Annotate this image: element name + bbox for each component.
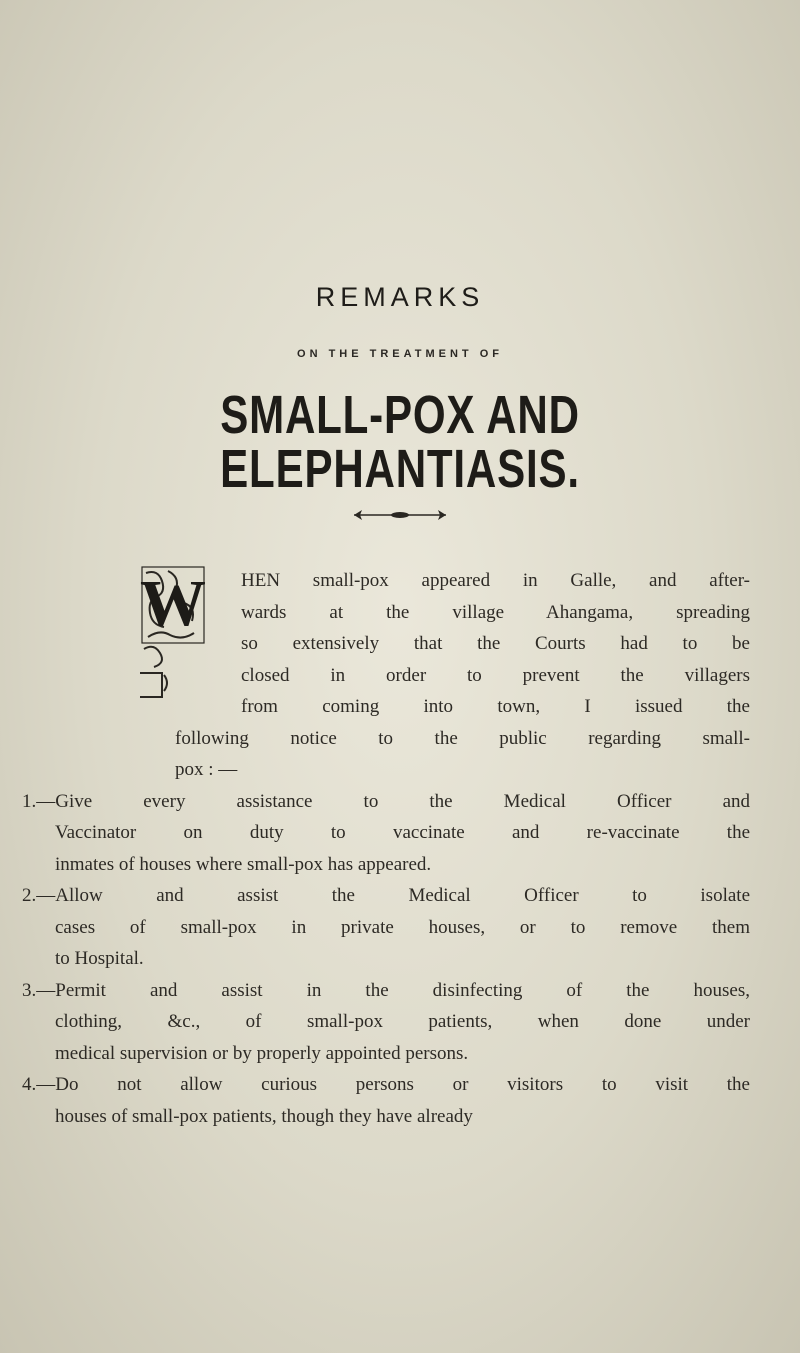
intro-line: pox : — [175,759,238,780]
notice-line: clothing, &c., of small-pox patients, when done under [55,1011,750,1032]
document-title: SMALL-POX AND ELEPHANTIASIS. [220,385,580,499]
intro-line: closed in order to prevent the villagers [241,664,750,686]
notice-line: cases of small-pox in private houses, or to remove them [55,916,750,938]
notice-item-1 [22,786,750,881]
intro-line: HEN small-pox appeared in Galle, and after- [241,570,750,591]
intro-line: following notice to the public regarding small- [175,727,750,749]
notice-line: Vaccinator on duty to vaccinate and re-vaccinate the [55,822,750,843]
notice-line: medical supervision or by properly appointed persons. [55,1042,469,1064]
notice-item-4 [22,1069,750,1132]
notice-item-3 [22,975,750,1070]
divider-ornament-icon [350,505,450,525]
notice-line: to Hospital. [55,948,144,969]
notice-line: 1.—Give every assistance to the Medical Officer and [22,790,750,812]
page-heading: REMARKS [315,282,485,312]
intro-paragraph [140,565,750,786]
dropcap-letter: W [140,567,206,640]
intro-line: wards at the village Ahangama, spreading [241,601,750,623]
notice-line: 4.—Do not allow curious persons or visitors to visit the [22,1074,750,1095]
notice-line: 2.—Allow and assist the Medical Officer to isolate [22,885,750,906]
intro-line: from coming into town, I issued the [241,696,750,717]
page-subheading: ON THE TREATMENT OF [297,348,503,360]
notice-item-2 [22,880,750,975]
notice-line: houses of small-pox patients, though they have already [55,1105,473,1127]
intro-line: so extensively that the Courts had to be [241,633,750,654]
notice-list [22,786,750,1133]
notice-line: 3.—Permit and assist in the disinfecting of the houses, [22,979,750,1001]
document-body [22,565,750,1132]
notice-line: inmates of houses where small-pox has appeared. [55,853,432,875]
